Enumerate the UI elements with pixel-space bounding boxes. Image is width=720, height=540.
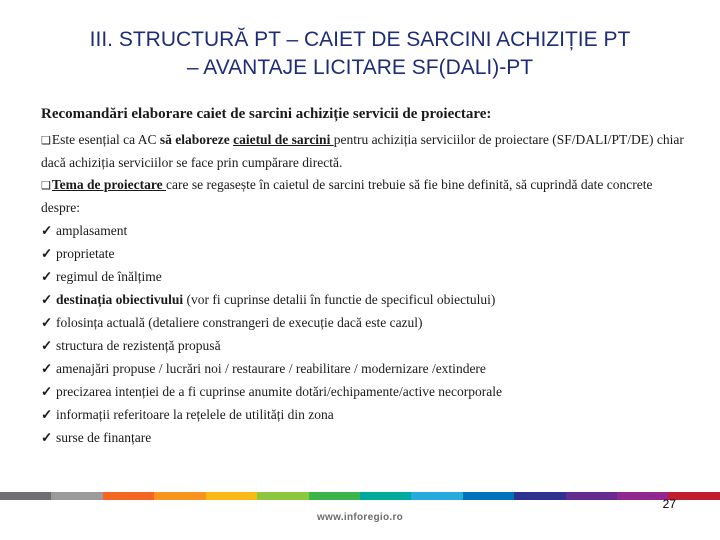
color-bar-segment	[617, 492, 668, 500]
checkmark-icon: ✓	[41, 292, 53, 307]
color-bar-segment	[154, 492, 205, 500]
square-bullet-icon: ❑	[41, 180, 51, 192]
color-bar-segment	[360, 492, 411, 500]
color-bar-segment	[463, 492, 514, 500]
color-bar-segment	[0, 492, 51, 500]
color-bar-segment	[103, 492, 154, 500]
check-list-item	[41, 334, 691, 357]
footer-color-bar	[0, 492, 720, 500]
check-list-item	[41, 380, 691, 403]
slide-title	[30, 26, 690, 82]
paragraph-2-text-b: care se regasește în caietul de sarcini trebuie să fie bine definită, să cuprindă date concrete despre:	[41, 177, 653, 215]
check-list-item-bold: destinația obiectivului	[56, 292, 184, 307]
check-list-item-text: regimul de înălțime	[56, 269, 162, 284]
check-list-item-text: informații referitoare la rețelele de utilități din zona	[56, 407, 334, 422]
paragraph-1	[41, 129, 691, 174]
checkmark-icon: ✓	[41, 269, 53, 284]
paragraph-1-text-b: să elaboreze	[159, 132, 234, 147]
check-list-item-text: structura de rezistență propusă	[56, 338, 221, 353]
paragraph-1-text-c: caietul de sarcini	[233, 132, 334, 147]
paragraph-1-text-a: Este esențial ca AC	[51, 132, 160, 147]
check-list-item-text: folosința actuală (detaliere constrangeri de execuție dacă este cazul)	[56, 315, 423, 330]
check-list-item	[41, 265, 691, 288]
check-list-item-text: amenajări propuse / lucrări noi / restaurare / reabilitare / modernizare /extindere	[56, 361, 486, 376]
check-list-item	[41, 403, 691, 426]
checkmark-icon: ✓	[41, 361, 53, 376]
check-list-item-text: proprietate	[56, 246, 115, 261]
check-list	[41, 219, 691, 449]
color-bar-segment	[206, 492, 257, 500]
check-list-item	[41, 357, 691, 380]
check-list-item-text: surse de finanțare	[56, 430, 152, 445]
check-list-item	[41, 242, 691, 265]
slide-content	[41, 103, 691, 449]
color-bar-segment	[668, 492, 719, 500]
checkmark-icon: ✓	[41, 430, 53, 445]
paragraph-2-text-a: Tema de proiectare	[51, 177, 166, 192]
checkmark-icon: ✓	[41, 223, 53, 238]
check-list-item	[41, 288, 691, 311]
check-list-item-text: (vor fi cuprinse detalii în functie de specificul obiectului)	[183, 292, 496, 307]
color-bar-segment	[411, 492, 462, 500]
checkmark-icon: ✓	[41, 315, 53, 330]
page-number: 27	[662, 497, 676, 511]
check-list-item-text: amplasament	[56, 223, 128, 238]
check-list-item-text: precizarea intenției de a fi cuprinse anumite dotări/echipamente/active necorporale	[56, 384, 503, 399]
checkmark-icon: ✓	[41, 407, 53, 422]
check-list-item	[41, 311, 691, 334]
checkmark-icon: ✓	[41, 338, 53, 353]
paragraph-1-text-d: pentru achiziția serviciilor de proiectare (SF/DALI/PT/DE) chiar dacă achiziția serviciilor se face prin cumpărare directă.	[41, 132, 684, 170]
checkmark-icon: ✓	[41, 384, 53, 399]
paragraph-2	[41, 174, 691, 219]
check-list-item	[41, 426, 691, 449]
square-bullet-icon: ❑	[41, 135, 51, 147]
footer-url: www.inforegio.ro	[316, 512, 404, 523]
color-bar-segment	[257, 492, 308, 500]
check-list-item	[41, 219, 691, 242]
slide-title-line-2: – AVANTAJE LICITARE SF(DALI)-PT	[186, 56, 534, 79]
color-bar-segment	[514, 492, 565, 500]
color-bar-segment	[566, 492, 617, 500]
slide-title-line-1: III. STRUCTURĂ PT – CAIET DE SARCINI ACHIZIȚIE PT	[89, 28, 631, 51]
color-bar-segment	[51, 492, 102, 500]
section-heading: Recomandări elaborare caiet de sarcini achiziție servicii de proiectare:	[41, 106, 492, 122]
color-bar-segment	[309, 492, 360, 500]
checkmark-icon: ✓	[41, 246, 53, 261]
